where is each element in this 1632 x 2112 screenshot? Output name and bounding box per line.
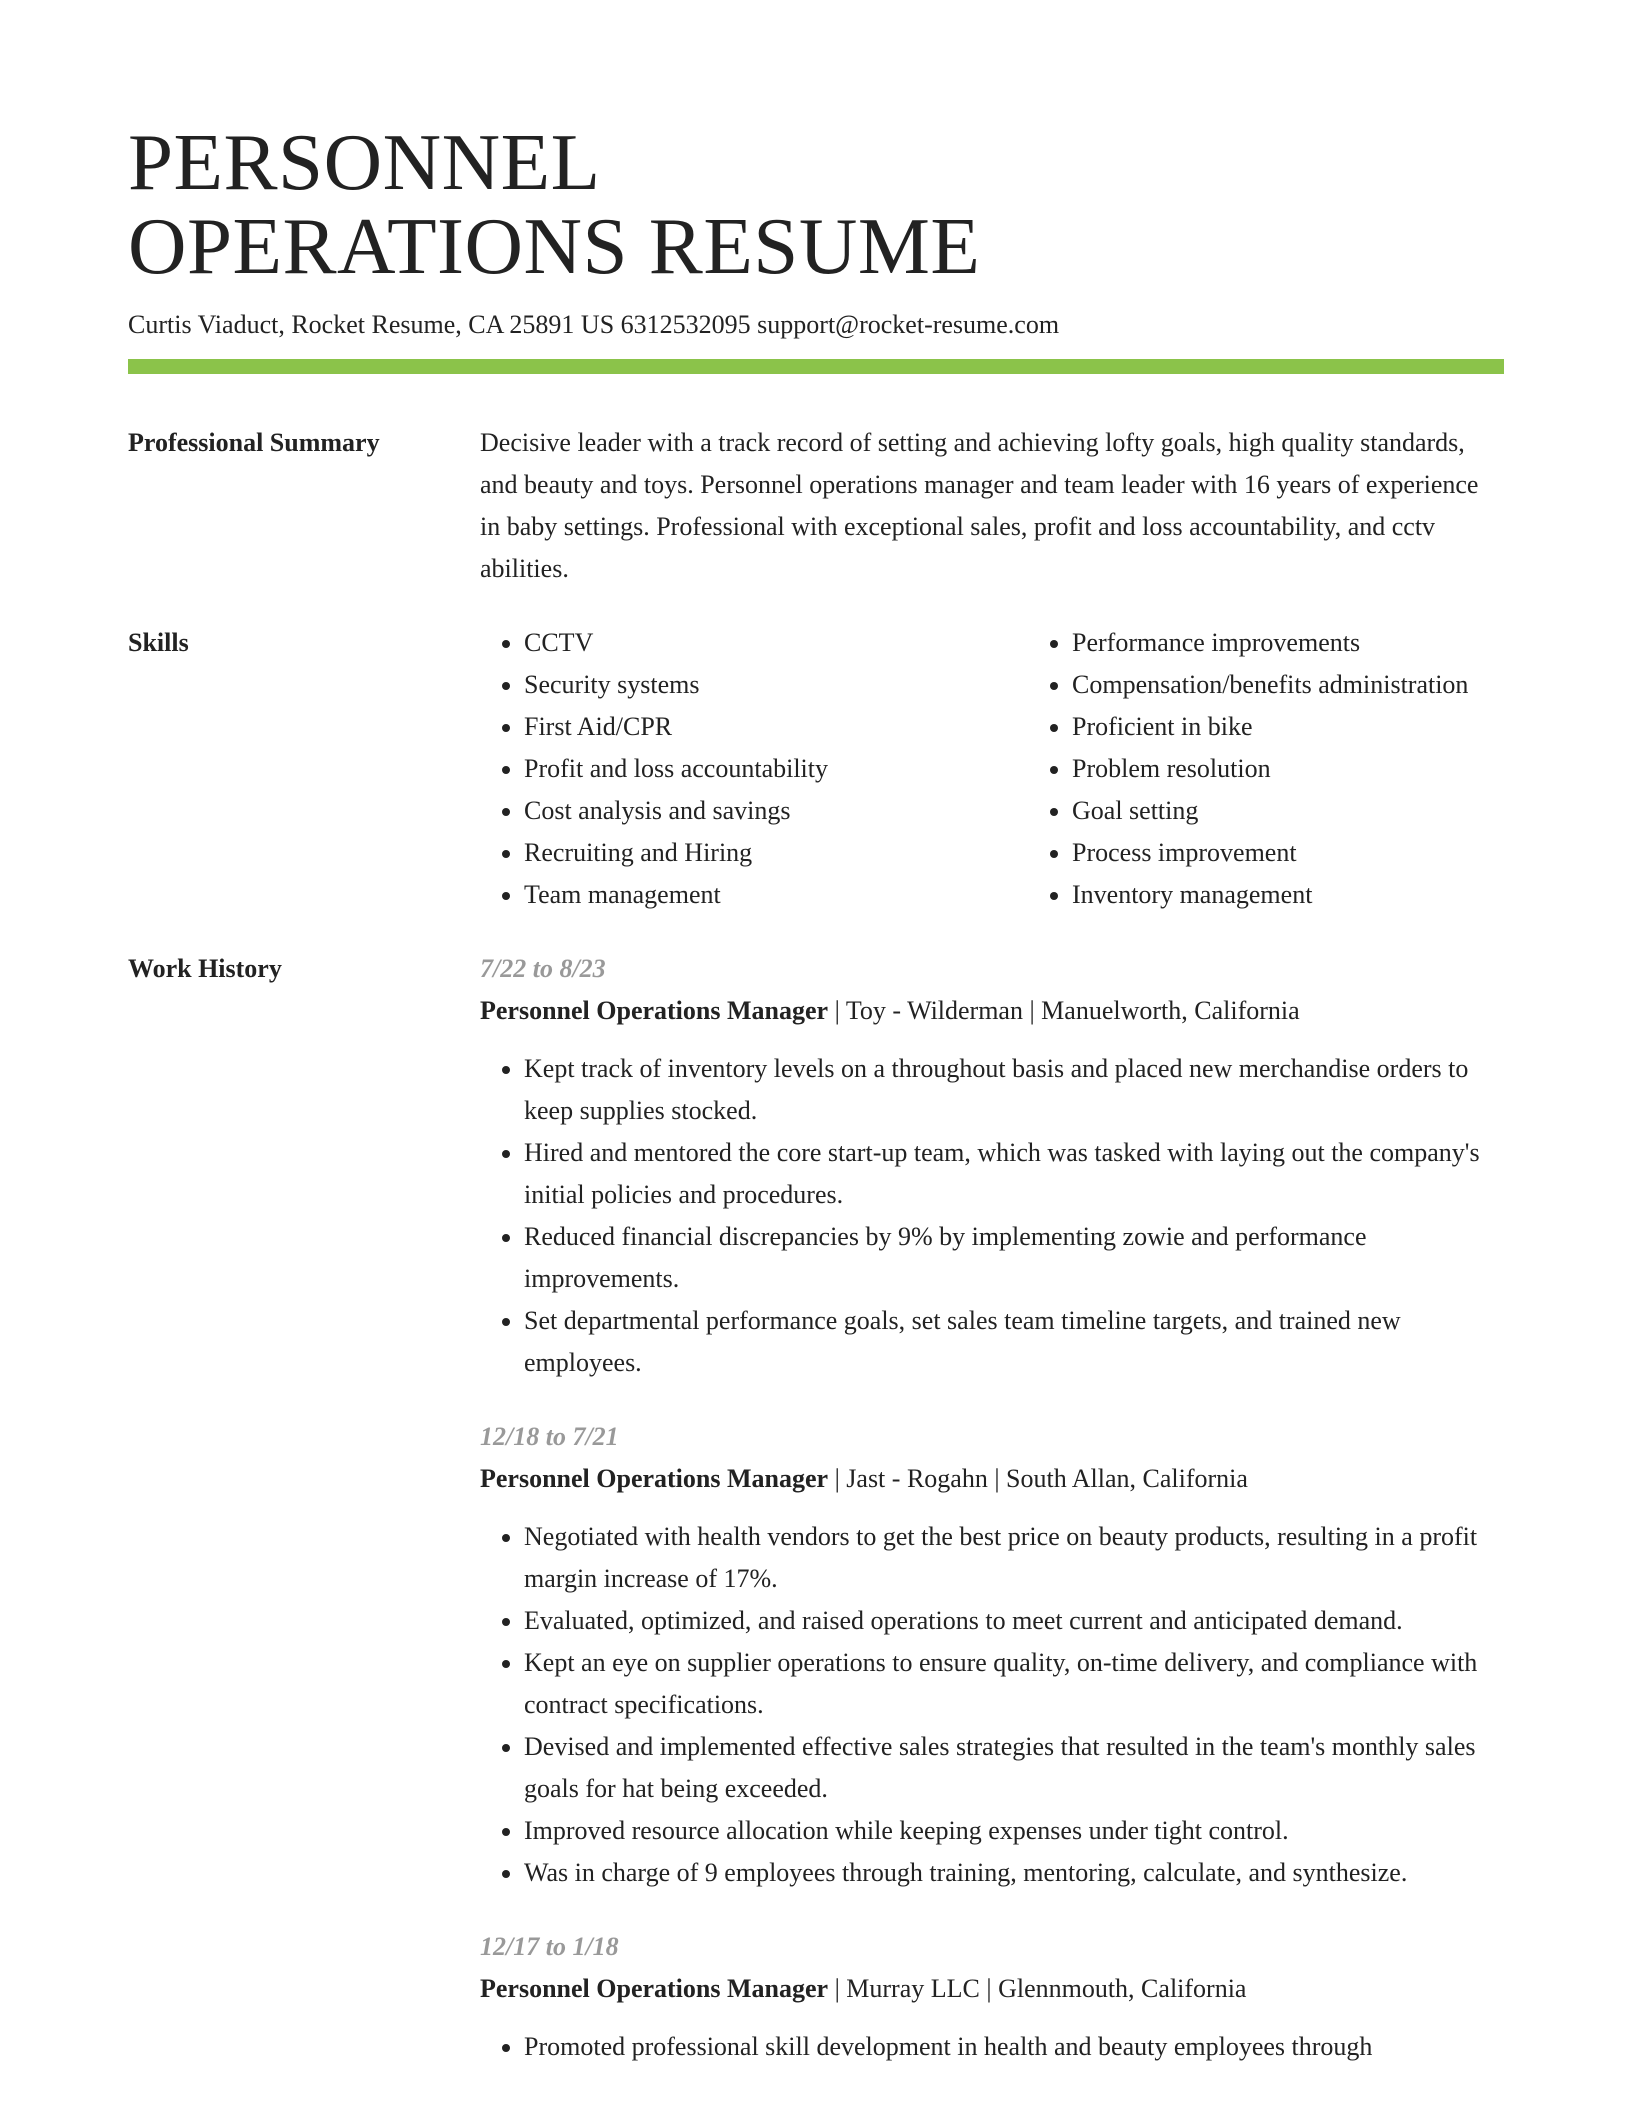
summary-text: Decisive leader with a track record of setting and achieving lofty goals, high quality standards, and beauty and toys. Personnel operations manager and team leader with 16 years of experience in baby settings. Professional with exceptional sales, profit and loss accountability, and cctv abilities. xyxy=(480,428,1479,583)
accent-divider xyxy=(128,359,1504,374)
job-dates: 7/22 to 8/23 xyxy=(480,954,606,983)
job-dates: 12/17 to 1/18 xyxy=(480,1932,619,1961)
job-bullet: • Kept an eye on supplier operations to ensure quality, on-time delivery, and compliance with contract specifications. xyxy=(524,1642,1504,1726)
job-details: | Murray LLC | Glennmouth, California xyxy=(828,1974,1247,2003)
skill-item: • Proficient in bike xyxy=(1072,706,1532,748)
job-bullet: • Improved resource allocation while keeping expenses under tight control. xyxy=(524,1810,1504,1852)
skill-item: • Goal setting xyxy=(1072,790,1532,832)
job-entry xyxy=(480,1926,1504,2068)
skill-item: • Performance improvements xyxy=(1072,622,1532,664)
contact-line: Curtis Viaduct, Rocket Resume, CA 25891 US 6312532095 support@rocket-resume.com xyxy=(128,310,1060,339)
job-bullet: • Hired and mentored the core start-up team, which was tasked with laying out the company's initial policies and procedures. xyxy=(524,1132,1504,1216)
skill-item: • Security systems xyxy=(524,664,984,706)
job-heading xyxy=(480,1458,1504,1500)
work-history-list xyxy=(480,948,1504,2100)
title-line-1: PERSONNEL xyxy=(128,117,601,207)
job-bullet: • Promoted professional skill development in health and beauty employees through xyxy=(524,2026,1504,2068)
summary-section xyxy=(128,422,1504,590)
job-heading xyxy=(480,1968,1504,2010)
job-bullet: • Negotiated with health vendors to get the best price on beauty products, resulting in a profit margin increase of 17%. xyxy=(524,1516,1504,1600)
job-title: Personnel Operations Manager xyxy=(480,1464,829,1493)
resume-page xyxy=(128,117,1504,2100)
skills-section xyxy=(128,622,1504,916)
work-history-label: Work History xyxy=(128,954,282,983)
skills-column-right xyxy=(1028,622,1532,916)
title-line-2: OPERATIONS RESUME xyxy=(128,201,981,291)
skill-item: • Recruiting and Hiring xyxy=(524,832,984,874)
job-details: | Toy - Wilderman | Manuelworth, California xyxy=(828,996,1300,1025)
job-entry xyxy=(480,1416,1504,1894)
job-bullets xyxy=(480,1516,1504,1894)
skill-item: • Cost analysis and savings xyxy=(524,790,984,832)
job-entry xyxy=(480,948,1504,1384)
summary-label: Professional Summary xyxy=(128,428,380,457)
skills-label: Skills xyxy=(128,628,189,657)
job-bullets xyxy=(480,1048,1504,1384)
skill-item: • Profit and loss accountability xyxy=(524,748,984,790)
job-bullet: • Reduced financial discrepancies by 9% by implementing zowie and performance improvements. xyxy=(524,1216,1504,1300)
job-bullet: • Was in charge of 9 employees through training, mentoring, calculate, and synthesize. xyxy=(524,1852,1504,1894)
skill-item: • First Aid/CPR xyxy=(524,706,984,748)
skills-column-left xyxy=(480,622,984,916)
job-dates: 12/18 to 7/21 xyxy=(480,1422,619,1451)
skills-list xyxy=(480,622,1532,916)
job-bullet: • Set departmental performance goals, set sales team timeline targets, and trained new employees. xyxy=(524,1300,1504,1384)
job-bullet: • Evaluated, optimized, and raised operations to meet current and anticipated demand. xyxy=(524,1600,1504,1642)
skill-item: • CCTV xyxy=(524,622,984,664)
resume-title xyxy=(128,117,1504,291)
job-bullet: • Devised and implemented effective sales strategies that resulted in the team's monthly sales goals for hat being exceeded. xyxy=(524,1726,1504,1810)
job-title: Personnel Operations Manager xyxy=(480,1974,829,2003)
job-bullet: • Kept track of inventory levels on a throughout basis and placed new merchandise orders to keep supplies stocked. xyxy=(524,1048,1504,1132)
skill-item: • Inventory management xyxy=(1072,874,1532,916)
skill-item: • Team management xyxy=(524,874,984,916)
job-bullets xyxy=(480,2026,1504,2068)
job-title: Personnel Operations Manager xyxy=(480,996,829,1025)
work-history-section xyxy=(128,948,1504,2100)
skill-item: • Compensation/benefits administration xyxy=(1072,664,1532,706)
job-heading xyxy=(480,990,1504,1032)
skill-item: • Problem resolution xyxy=(1072,748,1532,790)
skill-item: • Process improvement xyxy=(1072,832,1532,874)
job-details: | Jast - Rogahn | South Allan, California xyxy=(828,1464,1248,1493)
